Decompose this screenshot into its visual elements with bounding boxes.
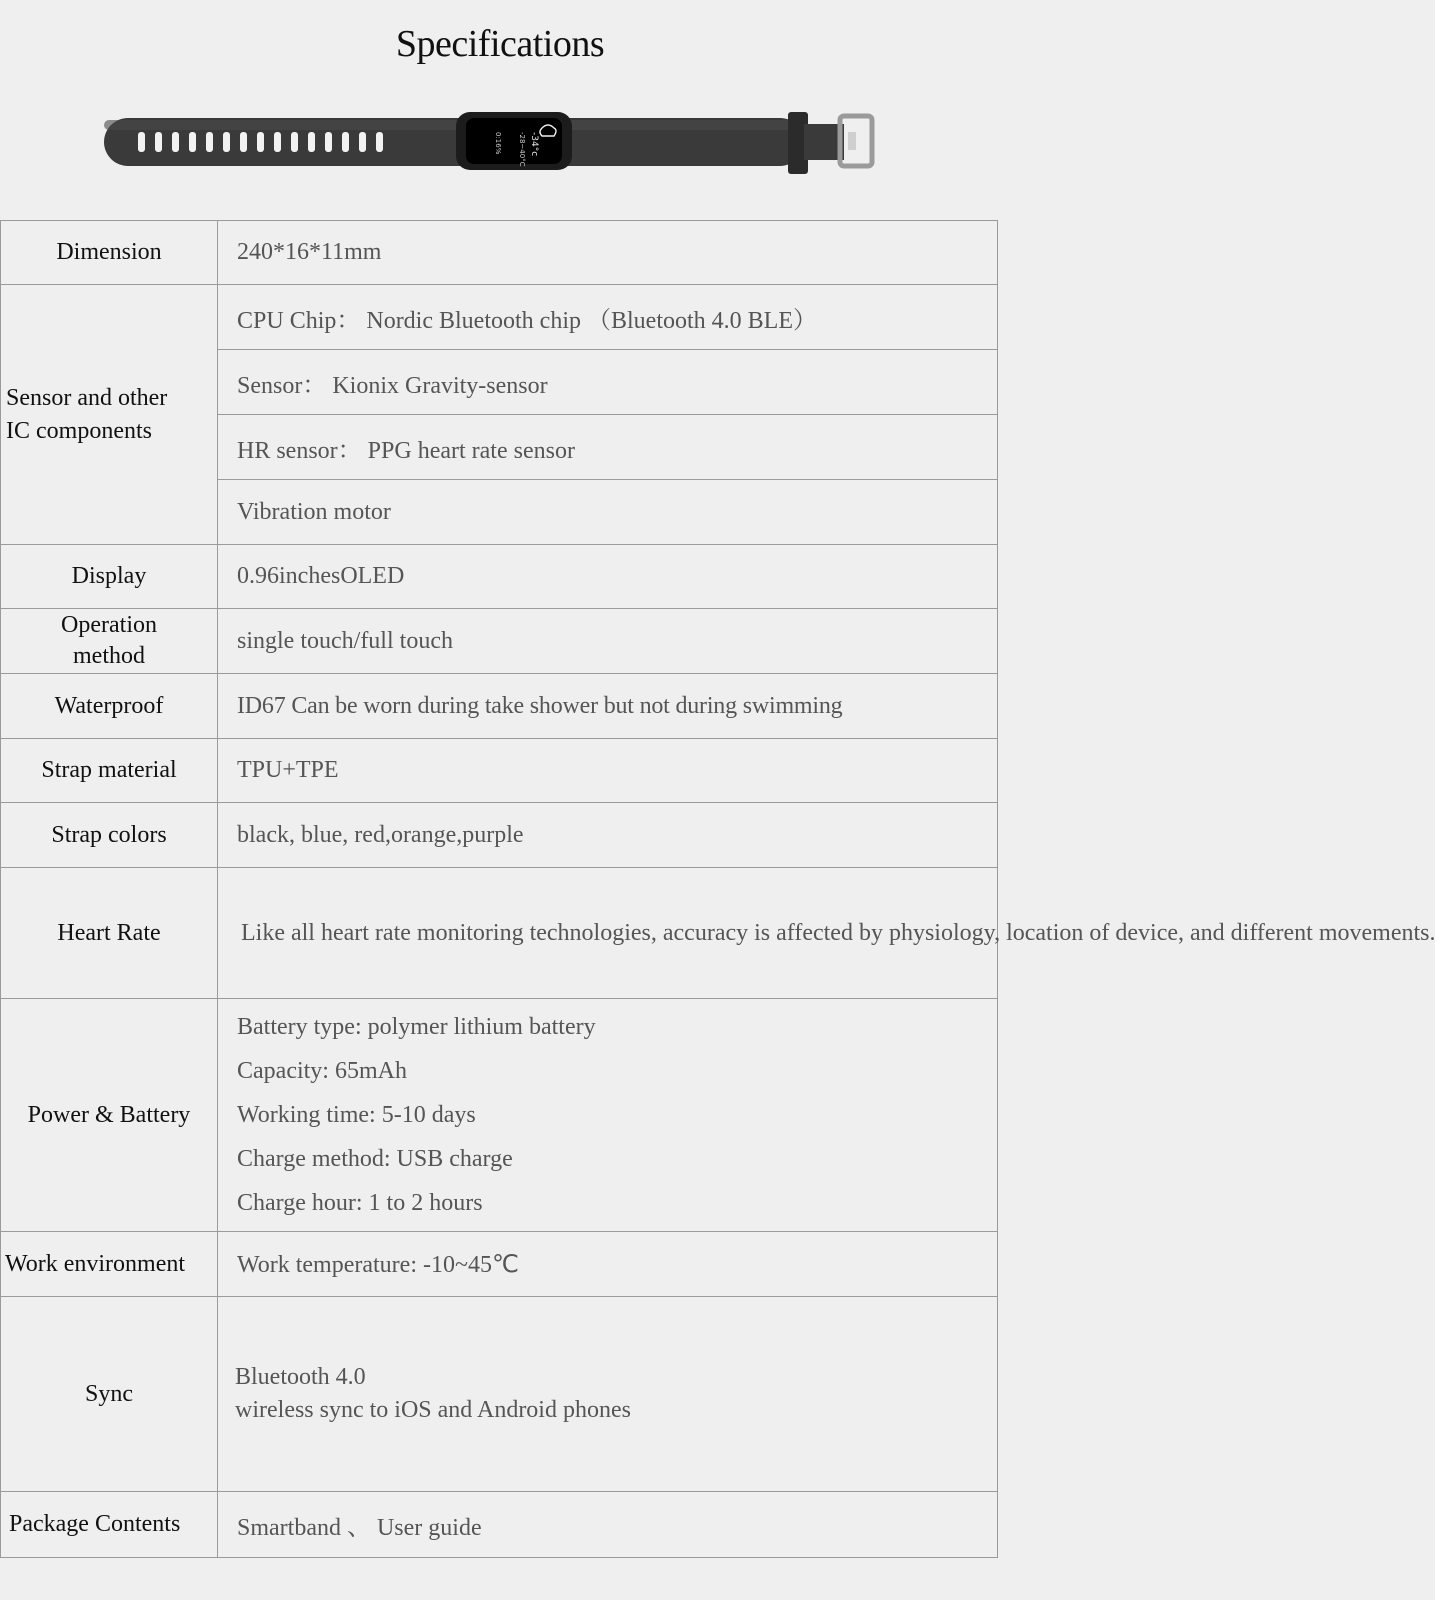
page-title: Specifications <box>395 23 605 65</box>
row-label-operation-line2: method <box>73 643 145 669</box>
row-label-sensor-line1: Sensor and other <box>6 384 168 411</box>
battery-type: Battery type: polymer lithium battery <box>237 1014 596 1040</box>
table-row <box>1 1492 998 1558</box>
row-label-strap-colors: Strap colors <box>1 803 218 868</box>
specifications-table <box>0 220 1435 1558</box>
row-label-strap-material: Strap material <box>1 739 218 803</box>
table-row <box>1 803 998 868</box>
row-label-display: Display <box>1 545 218 609</box>
row-value-waterproof: ID67 Can be worn during take shower but not during swimming <box>218 674 998 739</box>
row-value-strap-material: TPU+TPE <box>218 739 998 803</box>
row-label-sync: Sync <box>1 1297 218 1492</box>
table-row <box>1 1232 998 1297</box>
row-label-waterproof: Waterproof <box>1 674 218 739</box>
band-screen-temp: -34°c <box>529 132 539 157</box>
row-value-sync <box>218 1297 998 1492</box>
table-row <box>1 868 998 999</box>
row-label-sensor-line2: IC components <box>6 417 152 444</box>
sync-line1: Bluetooth 4.0 <box>235 1364 366 1390</box>
row-label-operation <box>1 609 218 674</box>
row-label-sensor <box>1 285 218 545</box>
battery-charge-method: Charge method: USB charge <box>237 1146 513 1172</box>
row-value-work-environment: Work temperature: -10~45℃ <box>218 1232 998 1297</box>
row-value-operation: single touch/full touch <box>218 609 998 674</box>
table-row <box>1 739 998 803</box>
row-label-heart-rate: Heart Rate <box>1 868 218 999</box>
row-value-cpu-chip: CPU Chip： Nordic Bluetooth chip （Bluetooth 4.0 BLE） <box>218 285 998 350</box>
row-label-package-contents: Package Contents <box>1 1492 218 1558</box>
row-value-dimension: 240*16*11mm <box>218 221 998 285</box>
table-row <box>1 609 998 674</box>
row-value-display: 0.96inchesOLED <box>218 545 998 609</box>
row-label-operation-line1: Operation <box>61 612 157 638</box>
battery-charge-hour: Charge hour: 1 to 2 hours <box>237 1190 483 1216</box>
smartband-image <box>104 108 894 178</box>
smartband-illustration <box>104 108 894 178</box>
table-row <box>1 221 998 285</box>
table-row <box>1 1297 998 1492</box>
row-label-work-environment: Work environment <box>1 1232 218 1297</box>
table-row <box>1 674 998 739</box>
battery-capacity: Capacity: 65mAh <box>237 1058 407 1084</box>
row-label-dimension: Dimension <box>1 221 218 285</box>
row-value-hr-sensor: HR sensor： PPG heart rate sensor <box>218 415 998 480</box>
row-value-heart-rate: Like all heart rate monitoring technologies, accuracy is affected by physiology, location of device, and different movements. <box>218 868 998 999</box>
table-row <box>1 999 998 1232</box>
table-row <box>1 545 998 609</box>
row-value-vibration-motor: Vibration motor <box>218 480 998 545</box>
row-value-package-contents: Smartband 、 User guide <box>218 1492 998 1558</box>
sync-line2: wireless sync to iOS and Android phones <box>235 1397 631 1423</box>
row-label-power-battery: Power & Battery <box>1 999 218 1232</box>
battery-working-time: Working time: 5-10 days <box>237 1102 476 1128</box>
band-screen-battery: 0:16% <box>494 132 502 155</box>
row-value-strap-colors: black, blue, red,orange,purple <box>218 803 998 868</box>
row-value-power-battery <box>218 999 998 1232</box>
row-value-gravity-sensor: Sensor： Kionix Gravity-sensor <box>218 350 998 415</box>
band-screen-range: -28~40°C <box>518 132 526 167</box>
table-row <box>1 285 998 350</box>
